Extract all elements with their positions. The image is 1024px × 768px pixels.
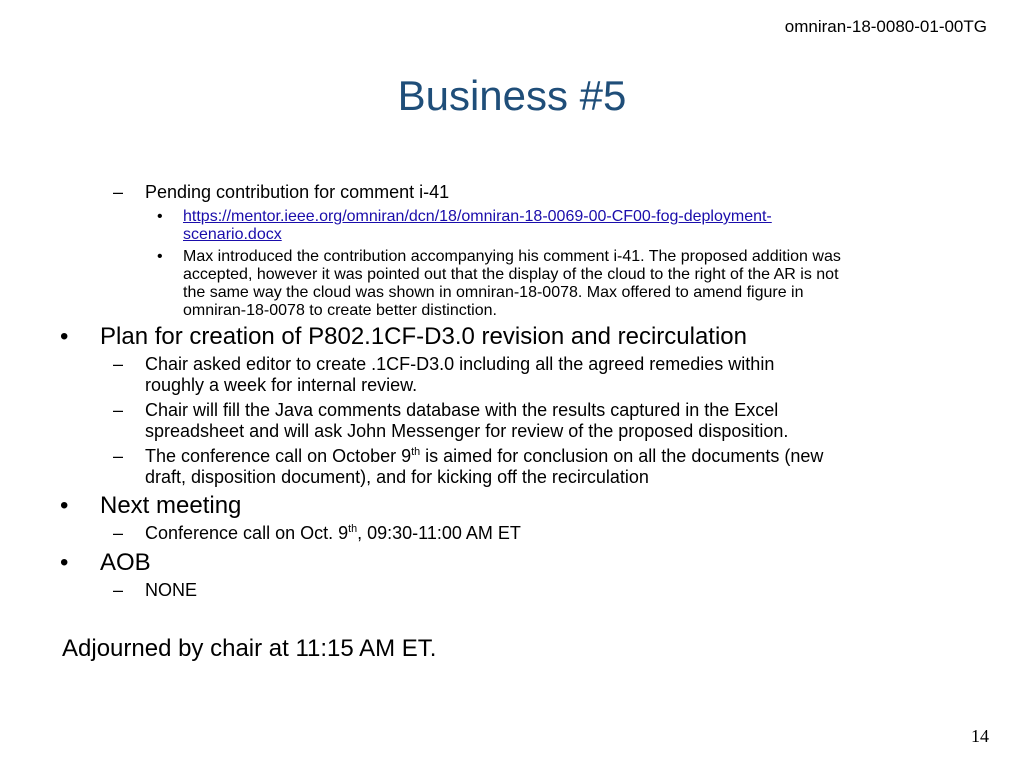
text-line: Chair will fill the Java comments database with the results captured in the Excel [145,400,779,420]
text-fragment: , 09:30-11:00 AM ET [357,523,521,543]
plan-text: Plan for creation of P802.1CF-D3.0 revision and recirculation [100,323,747,350]
contribution-link-line2: scenario.docx [183,226,282,243]
dash-marker: – [113,446,124,466]
bullet-marker: • [157,208,163,225]
bullet-marker: • [60,492,69,519]
plan-sub-editor [145,354,774,396]
superscript: th [411,446,421,458]
aob-text: AOB [100,549,151,576]
text-line: omniran-18-0078 to create better distinction. [183,302,497,319]
text-fragment: is aimed for conclusion on all the documents (new [420,446,824,466]
text-line: spreadsheet and will ask John Messenger for review of the proposed disposition. [145,421,789,441]
bullet-marker: • [60,549,69,576]
plan-sub-conference [145,446,975,488]
contribution-link[interactable] [183,208,772,244]
text-fragment: Conference call on Oct. 9 [145,523,349,543]
text-line: Max introduced the contribution accompanying his comment i-41. The proposed addition was [183,248,841,265]
superscript: th [348,523,358,535]
dash-marker: – [113,523,124,543]
contribution-link-line1: https://mentor.ieee.org/omniran/dcn/18/omniran-18-0069-00-CF00-fog-deployment- [183,208,772,225]
max-introduced-text [183,248,973,320]
text-line: Chair asked editor to create .1CF-D3.0 including all the agreed remedies within [145,354,775,374]
next-meeting-text: Next meeting [100,492,242,519]
dash-marker: – [113,354,124,374]
dash-marker: – [113,182,124,202]
bullet-marker: • [60,323,69,350]
plan-sub-chair [145,400,788,442]
dash-marker: – [113,400,124,420]
adjourned-text: Adjourned by chair at 11:15 AM ET. [62,635,437,662]
text-line: accepted, however it was pointed out that the display of the cloud to the right of the AR is not [183,266,839,283]
pending-contribution-text: Pending contribution for comment i-41 [145,182,450,202]
aob-detail: NONE [145,580,198,600]
bullet-marker: • [157,248,163,265]
dash-marker: – [113,580,124,600]
doc-id: omniran-18-0080-01-00TG [784,17,987,36]
text-line: the same way the cloud was shown in omniran-18-0078. Max offered to amend figure in [183,284,804,301]
text-line: draft, disposition document), and for kicking off the recirculation [145,467,649,487]
next-meeting-detail [145,523,521,544]
text-fragment: The conference call on October 9 [145,446,412,466]
text-line: roughly a week for internal review. [145,375,418,395]
page-number: 14 [971,726,989,746]
slide-title: Business #5 [397,72,627,119]
